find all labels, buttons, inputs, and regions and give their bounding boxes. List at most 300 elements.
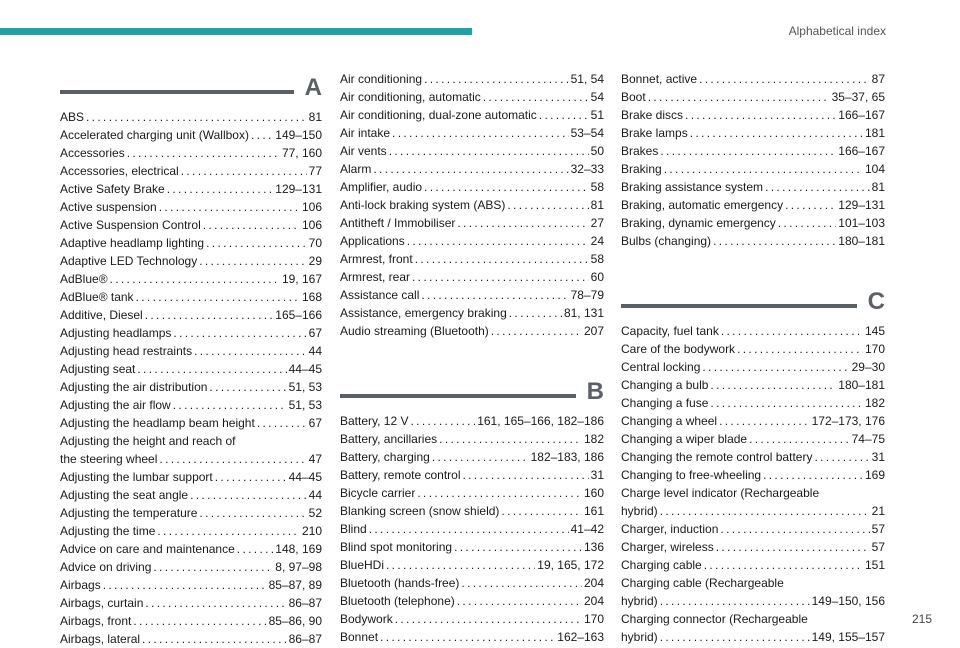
index-entry-text: Accessories, electrical: [60, 164, 179, 178]
index-entry: [60, 378, 322, 396]
index-entry-pages: 86–87: [288, 596, 322, 610]
index-entry-text: Changing a fuse: [621, 396, 709, 410]
index-entry: [621, 340, 885, 358]
index-entry: [340, 304, 604, 322]
index-entry: [621, 610, 885, 646]
index-entry-text: Charging cable: [621, 558, 702, 572]
index-entry-text: Air conditioning, dual-zone automatic: [340, 108, 537, 122]
index-entry-pages: 85–87, 89: [268, 578, 322, 592]
index-entry-pages: 81, 131: [563, 306, 604, 320]
dot-leader: [395, 610, 582, 628]
dot-leader: [702, 358, 849, 376]
dot-leader: [145, 594, 286, 612]
index-entry: [60, 162, 322, 180]
index-entry-text: Airbags, curtain: [60, 596, 144, 610]
index-entry-pages: 27: [590, 216, 604, 230]
index-entry-text: Adjusting seat: [60, 362, 136, 376]
dot-leader: [86, 108, 307, 126]
index-entry-pages: 44: [308, 488, 322, 502]
index-entry-pages: 51, 53: [288, 380, 322, 394]
index-entry-line2: [621, 628, 885, 646]
section-letter: A: [304, 74, 322, 101]
index-entry-text: Blind spot monitoring: [340, 540, 453, 554]
index-entry-pages: 19, 165, 172: [537, 558, 604, 572]
index-entry-pages: 81: [871, 180, 885, 194]
index-entry-pages: 204: [583, 576, 604, 590]
index-entry-pages: 181: [864, 126, 885, 140]
index-entry: [340, 142, 604, 160]
index-entry: [60, 630, 322, 648]
index-entry-text: Adaptive LED Technology: [60, 254, 198, 268]
index-entry-pages: 204: [583, 594, 604, 608]
index-entry-pages: 149, 155–157: [811, 630, 885, 644]
index-entry-text: Assistance call: [340, 288, 420, 302]
index-entry-text: Active Suspension Control: [60, 218, 201, 232]
dot-leader: [209, 378, 286, 396]
index-entry: [340, 538, 604, 556]
index-entry-text: Airbags, front: [60, 614, 132, 628]
dot-leader: [136, 288, 300, 306]
index-entry-pages: 106: [301, 200, 322, 214]
index-entry-text: Battery, remote control: [340, 468, 461, 482]
index-entry: [60, 288, 322, 306]
index-entry: [60, 252, 322, 270]
dot-leader: [648, 88, 830, 106]
index-entry-pages: 168: [301, 290, 322, 304]
index-entry-pages: 166–167: [838, 144, 885, 158]
dot-leader: [159, 450, 306, 468]
index-entry: [621, 466, 885, 484]
index-entry-pages: 149–150: [275, 128, 322, 142]
index-entry-pages: 106: [301, 218, 322, 232]
section-rule: [621, 304, 857, 308]
dot-leader: [685, 106, 836, 124]
dot-leader: [814, 448, 869, 466]
index-entry-text: Advice on driving: [60, 560, 152, 574]
dot-leader: [199, 252, 306, 270]
index-entry: [60, 522, 322, 540]
index-entry-line2: [621, 502, 885, 520]
index-entry-pages: 161: [583, 504, 604, 518]
dot-leader: [765, 178, 870, 196]
index-entry-text: Airbags: [60, 578, 101, 592]
index-entry: [340, 628, 604, 646]
index-entry: [621, 232, 885, 250]
index-entry-pages: 51: [590, 108, 604, 122]
index-column-3: [621, 70, 885, 646]
index-entry-text: Charger, induction: [621, 522, 719, 536]
index-entry: [340, 484, 604, 502]
index-entry-pages: 145: [864, 324, 885, 338]
index-entry-pages: 53–54: [570, 126, 604, 140]
index-entry-pages: 85–86, 90: [268, 614, 322, 628]
dot-leader: [167, 180, 274, 198]
index-entry-text: Charger, wireless: [621, 540, 714, 554]
index-entry-text: Air vents: [340, 144, 387, 158]
index-entry-text: Armrest, rear: [340, 270, 411, 284]
index-entry: [340, 70, 604, 88]
index-entry-text: Adaptive headlamp lighting: [60, 236, 205, 250]
index-entry-text-line1: Charging connector (Rechargeable: [621, 612, 808, 626]
page-header-title: Alphabetical index: [788, 24, 886, 38]
index-entry: [60, 432, 322, 468]
index-entry-pages: 182–183, 186: [530, 450, 604, 464]
index-entry-text: Blanking screen (snow shield): [340, 504, 500, 518]
dot-leader: [369, 520, 569, 538]
index-entry-text: Air intake: [340, 126, 391, 140]
dot-leader: [153, 558, 273, 576]
index-entry: [60, 594, 322, 612]
index-entry: [60, 612, 322, 630]
index-entry-pages: 165–166: [275, 308, 322, 322]
index-column-2: [340, 70, 604, 646]
dot-leader: [704, 556, 863, 574]
index-entry-text: Blind: [340, 522, 367, 536]
index-entry-text: Air conditioning: [340, 72, 423, 86]
dot-leader: [763, 466, 863, 484]
dot-leader: [127, 144, 280, 162]
index-entry: [60, 126, 322, 144]
index-entry: [340, 214, 604, 232]
index-entry: [340, 250, 604, 268]
index-entry-text: Central locking: [621, 360, 701, 374]
index-entry-text: Airbags, lateral: [60, 632, 141, 646]
index-entry-pages: 29: [308, 254, 322, 268]
index-entry-text: Adjusting the time: [60, 524, 156, 538]
index-entry: [621, 106, 885, 124]
section-header-b: [340, 378, 604, 412]
dot-leader: [190, 486, 307, 504]
dot-leader: [380, 628, 555, 646]
index-entry: [60, 180, 322, 198]
index-entry-pages: 136: [583, 540, 604, 554]
index-entry-pages: 52: [308, 506, 322, 520]
index-entry: [340, 160, 604, 178]
index-entry-pages: 129–131: [275, 182, 322, 196]
index-entry-text: Changing a bulb: [621, 378, 709, 392]
index-entry-text: Bonnet: [340, 630, 379, 644]
section-rule: [340, 394, 576, 398]
index-entry-pages: 57: [871, 540, 885, 554]
index-entry-pages: 87: [871, 72, 885, 86]
dot-leader: [194, 342, 307, 360]
index-entry-text: Bonnet, active: [621, 72, 698, 86]
index-entry-pages: 180–181: [838, 234, 885, 248]
index-entry-text-line1: Charging cable (Rechargeable: [621, 576, 784, 590]
index-entry-pages: 58: [590, 180, 604, 194]
index-entry-text: hybrid): [621, 630, 658, 644]
index-entry: [621, 142, 885, 160]
index-entry-pages: 77: [308, 164, 322, 178]
dot-leader: [392, 124, 569, 142]
dot-leader: [660, 628, 810, 646]
index-entry: [60, 414, 322, 432]
index-entry-text: Changing to free-wheeling: [621, 468, 762, 482]
index-entry: [340, 88, 604, 106]
index-entry-list: [340, 412, 604, 646]
index-entry-text: Active Safety Brake: [60, 182, 165, 196]
index-entry-pages: 50: [590, 144, 604, 158]
index-entry-text: Assistance, emergency braking: [340, 306, 507, 320]
index-entry-pages: 78–79: [570, 288, 604, 302]
index-entry-list: [340, 70, 604, 340]
index-entry-text: Brake discs: [621, 108, 684, 122]
index-entry-text: Antitheft / Immobiliser: [340, 216, 456, 230]
dot-leader: [719, 412, 810, 430]
index-entry: [340, 574, 604, 592]
index-entry: [621, 412, 885, 430]
index-entry-text: Accelerated charging unit (Wallbox): [60, 128, 249, 142]
index-entry-pages: 8, 97–98: [275, 560, 322, 574]
index-entry-pages: 170: [864, 342, 885, 356]
index-entry: [621, 448, 885, 466]
dot-leader: [710, 376, 836, 394]
dot-leader: [410, 412, 475, 430]
index-entry-text: Adjusting head restraints: [60, 344, 193, 358]
section-letter: C: [867, 288, 885, 315]
index-entry-pages: 169: [864, 468, 885, 482]
index-entry: [60, 396, 322, 414]
index-entry-pages: 180–181: [838, 378, 885, 392]
index-entry-pages: 70: [308, 236, 322, 250]
dot-leader: [415, 250, 589, 268]
index-entry: [621, 376, 885, 394]
index-entry-text: Active suspension: [60, 200, 157, 214]
dot-leader: [720, 520, 869, 538]
index-entry-pages: 47: [308, 452, 322, 466]
index-entry-pages: 31: [590, 468, 604, 482]
index-entry-text-line1: Charge level indicator (Rechargeable: [621, 486, 820, 500]
index-entry-pages: 51, 54: [570, 72, 604, 86]
index-entry: [60, 540, 322, 558]
index-entry-pages: 160: [583, 486, 604, 500]
dot-leader: [457, 214, 588, 232]
index-entry: [340, 178, 604, 196]
index-entry: [340, 592, 604, 610]
index-entry-pages: 29–30: [851, 360, 885, 374]
index-entry-pages: 104: [864, 162, 885, 176]
index-entry-text: Adjusting the headlamp beam height: [60, 416, 255, 430]
index-entry-pages: 21: [871, 504, 885, 518]
index-entry: [60, 234, 322, 252]
index-entry-text: Adjusting the seat angle: [60, 488, 189, 502]
dot-leader: [237, 540, 274, 558]
dot-leader: [454, 538, 582, 556]
index-entry-text: Battery, ancillaries: [340, 432, 438, 446]
index-entry: [621, 430, 885, 448]
dot-leader: [157, 522, 300, 540]
index-entry: [621, 556, 885, 574]
index-entry-text: AdBlue® tank: [60, 290, 134, 304]
index-entry: [621, 160, 885, 178]
index-entry-pages: 60: [590, 270, 604, 284]
dot-leader: [137, 360, 286, 378]
dot-leader: [389, 142, 589, 160]
index-entry-list: [621, 322, 885, 646]
index-entry-pages: 172–173, 176: [811, 414, 885, 428]
dot-leader: [386, 556, 535, 574]
index-entry-pages: 161, 165–166, 182–186: [477, 414, 604, 428]
index-entry-pages: 151: [864, 558, 885, 572]
index-entry-text: Anti-lock braking system (ABS): [340, 198, 506, 212]
dot-leader: [110, 270, 280, 288]
dot-leader: [203, 216, 300, 234]
index-entry: [60, 198, 322, 216]
dot-leader: [699, 70, 870, 88]
index-entry: [621, 538, 885, 556]
index-entry: [340, 196, 604, 214]
index-entry-pages: 32–33: [570, 162, 604, 176]
index-entry-pages: 57: [871, 522, 885, 536]
index-entry-text: Braking, dynamic emergency: [621, 216, 776, 230]
index-entry-text: Armrest, front: [340, 252, 413, 266]
index-entry-text: Bodywork: [340, 612, 393, 626]
dot-leader: [660, 502, 870, 520]
index-entry: [60, 216, 322, 234]
dot-leader: [785, 196, 836, 214]
index-entry-text: Battery, charging: [340, 450, 430, 464]
dot-leader: [664, 160, 863, 178]
dot-leader: [483, 88, 589, 106]
dot-leader: [412, 268, 589, 286]
index-entry-text: Braking assistance system: [621, 180, 764, 194]
index-entry-text: ABS: [60, 110, 85, 124]
section-rule: [60, 90, 294, 94]
dot-leader: [103, 576, 267, 594]
index-entry-list: [60, 108, 322, 648]
index-entry-text: Bulbs (changing): [621, 234, 712, 248]
index-entry-pages: 170: [583, 612, 604, 626]
index-entry-list: [621, 70, 885, 250]
dot-leader: [373, 160, 568, 178]
index-entry-pages: 86–87: [288, 632, 322, 646]
index-entry-text: AdBlue®: [60, 272, 108, 286]
dot-leader: [142, 630, 287, 648]
index-entry-pages: 129–131: [838, 198, 885, 212]
index-entry: [60, 360, 322, 378]
index-entry-text: Adjusting the lumbar support: [60, 470, 213, 484]
dot-leader: [710, 394, 863, 412]
dot-leader: [181, 162, 307, 180]
index-entry: [340, 412, 604, 430]
index-entry-pages: 74–75: [851, 432, 885, 446]
dot-leader: [145, 306, 274, 324]
index-entry: [621, 70, 885, 88]
index-entry: [621, 394, 885, 412]
dot-leader: [439, 430, 582, 448]
index-entry: [60, 270, 322, 288]
index-entry-text: Changing a wheel: [621, 414, 718, 428]
dot-leader: [778, 214, 837, 232]
index-entry: [340, 286, 604, 304]
index-entry-text: Adjusting the air distribution: [60, 380, 208, 394]
index-entry: [621, 196, 885, 214]
index-entry-text: Audio streaming (Bluetooth): [340, 324, 489, 338]
dot-leader: [215, 468, 287, 486]
index-entry-text: Changing a wiper blade: [621, 432, 748, 446]
index-entry-text: BlueHDi: [340, 558, 385, 572]
index-entry-text: Adjusting headlamps: [60, 326, 172, 340]
index-entry-text: Capacity, fuel tank: [621, 324, 719, 338]
index-entry: [60, 306, 322, 324]
dot-leader: [507, 196, 588, 214]
section-header-c: [621, 288, 885, 322]
dot-leader: [133, 612, 266, 630]
index-entry-text: Battery, 12 V: [340, 414, 409, 428]
index-entry-text: Additive, Diesel: [60, 308, 143, 322]
index-entry-pages: 44: [308, 344, 322, 358]
index-entry-pages: 182: [864, 396, 885, 410]
index-entry-pages: 54: [590, 90, 604, 104]
index-entry-text: Bluetooth (telephone): [340, 594, 455, 608]
dot-leader: [461, 574, 582, 592]
dot-leader: [501, 502, 582, 520]
index-entry-text: Applications: [340, 234, 405, 248]
index-entry: [621, 124, 885, 142]
index-entry-text: Amplifier, audio: [340, 180, 423, 194]
index-column-1: [60, 74, 322, 648]
index-entry: [621, 574, 885, 610]
dot-leader: [716, 538, 870, 556]
index-entry: [340, 556, 604, 574]
dot-leader: [407, 232, 589, 250]
index-entry: [340, 106, 604, 124]
index-entry: [340, 448, 604, 466]
dot-leader: [749, 430, 850, 448]
index-entry: [60, 144, 322, 162]
index-entry: [340, 466, 604, 484]
index-entry: [621, 214, 885, 232]
index-entry: [340, 232, 604, 250]
index-entry-text: Accessories: [60, 146, 125, 160]
index-entry-pages: 182: [583, 432, 604, 446]
index-entry: [340, 610, 604, 628]
index-entry: [621, 520, 885, 538]
index-entry-pages: 207: [583, 324, 604, 338]
index-entry-pages: 44–45: [288, 470, 322, 484]
index-entry-pages: 67: [308, 416, 322, 430]
index-entry: [60, 486, 322, 504]
page-number: 215: [911, 612, 932, 626]
index-entry-text: hybrid): [621, 504, 658, 518]
index-entry-text: Alarm: [340, 162, 372, 176]
index-entry-pages: 81: [308, 110, 322, 124]
index-entry: [621, 358, 885, 376]
index-entry-text: hybrid): [621, 594, 658, 608]
index-entry-pages: 35–37, 65: [831, 90, 885, 104]
index-entry-pages: 51, 53: [288, 398, 322, 412]
index-entry-text: Changing the remote control battery: [621, 450, 813, 464]
index-entry-text: Brake lamps: [621, 126, 688, 140]
index-entry-pages: 101–103: [838, 216, 885, 230]
index-entry-text: Adjusting the temperature: [60, 506, 198, 520]
index-entry-pages: 19, 167: [281, 272, 322, 286]
dot-leader: [432, 448, 529, 466]
dot-leader: [660, 142, 836, 160]
dot-leader: [424, 70, 569, 88]
index-entry: [60, 324, 322, 342]
index-entry-pages: 149–150, 156: [811, 594, 885, 608]
index-entry-text-line1: Adjusting the height and reach of: [60, 434, 236, 448]
header-accent-bar: [0, 28, 472, 35]
index-entry-text: Braking: [621, 162, 662, 176]
dot-leader: [421, 286, 568, 304]
index-entry: [340, 322, 604, 340]
dot-leader: [206, 234, 307, 252]
index-entry-text: Bluetooth (hands-free): [340, 576, 460, 590]
dot-leader: [463, 466, 589, 484]
dot-leader: [257, 414, 307, 432]
